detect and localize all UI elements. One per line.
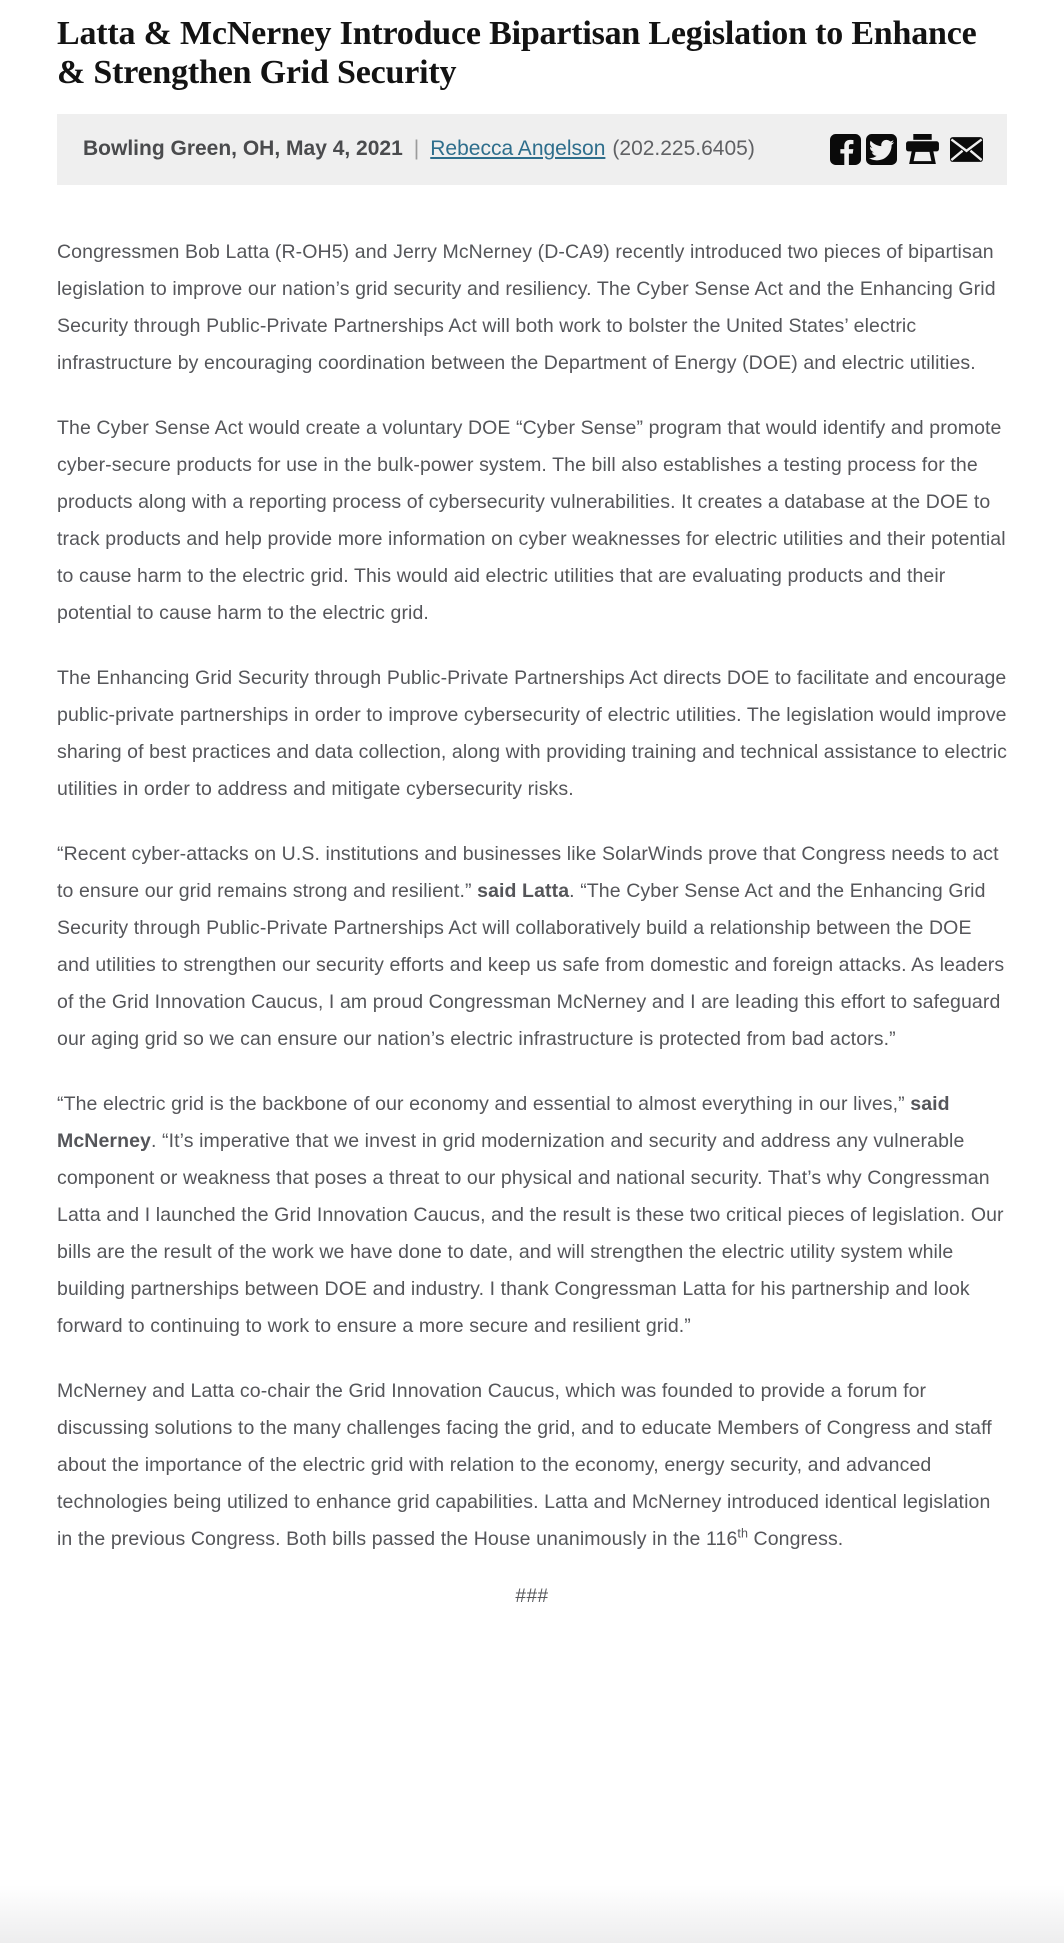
paragraph: Congressmen Bob Latta (R-OH5) and Jerry McNerney (D-CA9) recently introduced two pieces of bipartisan legislation to improve our nation’s grid security and resiliency. The Cyber Sense Act and the Enhancing Grid Security through Public-Private Partnerships Act will both work to bolster the United States’ electric infrastructure by encouraging coordination between the Department of Energy (DOE) and electric utilities. bbox=[57, 240, 996, 374]
email-icon bbox=[950, 137, 983, 162]
paragraph: “The electric grid is the backbone of our economy and essential to almost everything in our lives,” said McNerney. “It’s imperative that we invest in grid modernization and security and address any vulnerable component or weakness that poses a threat to our physical and national security. That’s why Congressman Latta and I launched the Grid Innovation Caucus, and the result is these two critical pieces of legislation. Our bills are the result of the work we have done to date, and will strengthen the electric utility system while building partnerships between DOE and industry. I thank Congressman Latta for his partnership and look forward to continuing to work to ensure a more secure and resilient grid.” bbox=[57, 1092, 1004, 1337]
dateline: Bowling Green, OH, May 4, 2021 bbox=[83, 137, 403, 160]
email-share-button[interactable] bbox=[950, 137, 983, 162]
twitter-share-button[interactable] bbox=[866, 134, 897, 165]
contact-phone: (202.225.6405) bbox=[612, 137, 755, 160]
meta-bar bbox=[57, 114, 1007, 185]
facebook-icon bbox=[830, 134, 861, 165]
contact-link[interactable]: Rebecca Angelson bbox=[430, 137, 606, 160]
paragraph: The Enhancing Grid Security through Public-Private Partnerships Act directs DOE to facilitate and encourage public-private partnerships in order to improve cybersecurity of electric utilities. The legislation would improve sharing of best practices and data collection, along with providing training and technical assistance to electric utilities in order to address and mitigate cybersecurity risks. bbox=[57, 666, 1008, 800]
twitter-icon bbox=[866, 134, 897, 165]
meta-info bbox=[83, 137, 755, 161]
paragraph: McNerney and Latta co-chair the Grid Innovation Caucus, which was founded to provide a forum for discussing solutions to the many challenges facing the grid, and to educate Members of Congress and staff about the importance of the electric grid with relation to the economy, energy security, and advanced technologies being utilized to enhance grid capabilities. Latta and McNerney introduced identical legislation in the previous Congress. Both bills passed the House unanimously in the 116th Congress. bbox=[57, 1379, 992, 1550]
bottom-fade bbox=[0, 1885, 1064, 1943]
share-buttons bbox=[830, 134, 983, 165]
paragraph: The Cyber Sense Act would create a voluntary DOE “Cyber Sense” program that would identify and promote cyber-secure products for use in the bulk-power system. The bill also establishes a testing process for the products along with a reporting process of cybersecurity vulnerabilities. It creates a database at the DOE to track products and help provide more information on cyber weaknesses for electric utilities and their potential to cause harm to the electric grid. This would aid electric utilities that are evaluating products and their potential to cause harm to the electric grid. bbox=[57, 416, 1006, 624]
page-title: Latta & McNerney Introduce Bipartisan Legislation to Enhance & Strengthen Grid Security bbox=[57, 15, 977, 91]
article-body bbox=[57, 234, 1007, 1558]
press-release-page bbox=[0, 15, 1064, 1608]
facebook-share-button[interactable] bbox=[830, 134, 861, 165]
end-mark: ### bbox=[515, 1585, 549, 1607]
print-button[interactable] bbox=[906, 134, 939, 164]
meta-separator: | bbox=[413, 137, 420, 160]
print-icon bbox=[906, 134, 939, 164]
paragraph: “Recent cyber-attacks on U.S. institutions and businesses like SolarWinds prove that Congress needs to act to ensure our grid remains strong and resilient.” said Latta. “The Cyber Sense Act and the Enhancing Grid Security through Public-Private Partnerships Act will collaboratively build a relationship between the DOE and utilities to strengthen our security efforts and keep us safe from domestic and foreign attacks. As leaders of the Grid Innovation Caucus, I am proud Congressman McNerney and I are leading this effort to safeguard our aging grid so we can ensure our nation’s electric infrastructure is protected from bad actors.” bbox=[57, 842, 1005, 1050]
